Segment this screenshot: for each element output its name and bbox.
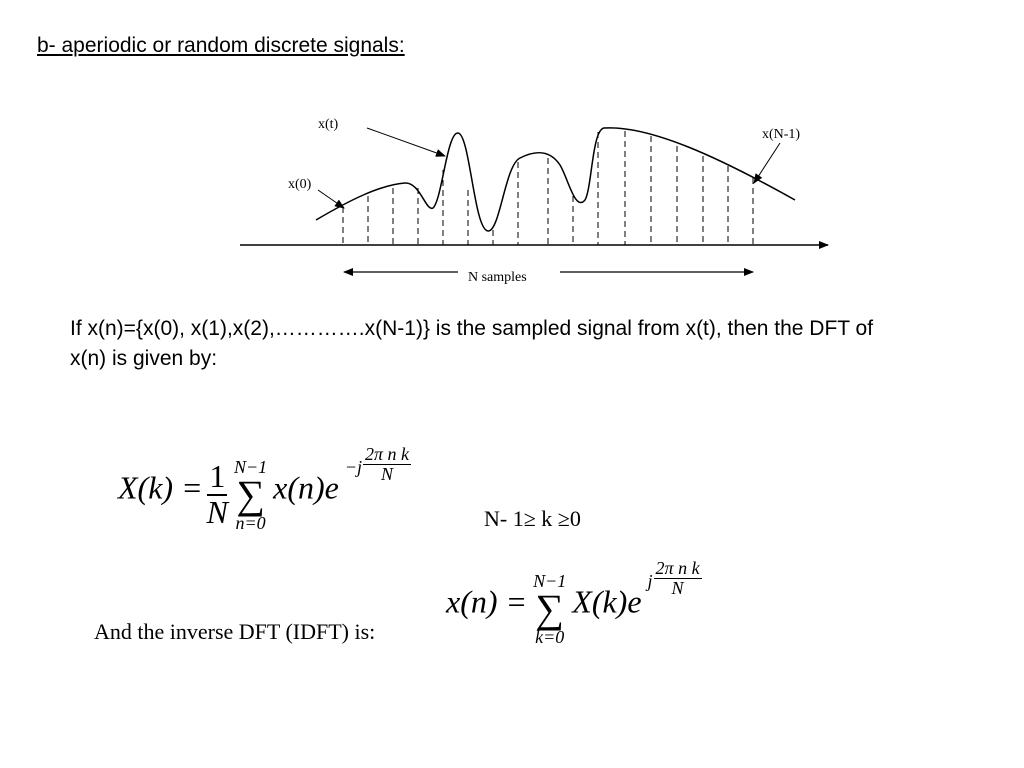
idft-exponent-sign: j <box>647 570 653 591</box>
idft-term: X(k)e <box>572 583 642 620</box>
description-paragraph <box>70 314 970 374</box>
idft-exponent-denominator: N <box>671 578 684 599</box>
k-range-condition: N- 1≥ k ≥0 <box>484 506 581 531</box>
dft-summation <box>234 458 267 532</box>
description-line-2: x(n) is given by: <box>70 347 218 370</box>
idft-lhs: x(n) = <box>446 583 528 620</box>
idft-sum-upper: N−1 <box>533 571 567 591</box>
label-xt: x(t) <box>318 117 339 132</box>
dft-sum-lower: n=0 <box>235 513 266 533</box>
x0-arrow <box>318 190 344 208</box>
idft-exponent-numerator: 2π n k <box>655 557 700 578</box>
sampled-signal-figure <box>230 108 840 293</box>
dft-sum-upper: N−1 <box>234 457 268 477</box>
idft-summation <box>533 572 566 646</box>
signal-curve <box>316 128 795 231</box>
idft-sum-lower: k=0 <box>535 627 565 647</box>
dft-fraction <box>207 460 228 529</box>
label-x0: x(0) <box>288 177 312 192</box>
dft-fraction-denominator: N <box>206 494 228 530</box>
label-xn1: x(N-1) <box>762 127 801 142</box>
dft-fraction-numerator: 1 <box>209 458 226 495</box>
idft-label: And the inverse DFT (IDFT) is: <box>94 619 376 644</box>
sigma-icon: ∑ <box>535 586 564 631</box>
label-nsamples: N samples <box>468 270 527 285</box>
description-line-1: If x(n)={x(0), x(1),x(2),………….x(N-1)} is the sampled signal from x(t), then the DFT of <box>70 317 874 340</box>
xt-arrow <box>367 128 445 156</box>
dft-lhs: X(k) = <box>118 469 203 506</box>
sigma-icon: ∑ <box>236 472 265 517</box>
idft-exponent <box>648 559 702 600</box>
dft-formula <box>118 443 411 533</box>
dft-term: x(n)e <box>273 469 339 506</box>
dft-exponent <box>345 445 411 486</box>
idft-formula <box>446 557 702 647</box>
xn1-arrow <box>754 143 780 183</box>
dft-exponent-numerator: 2π n k <box>365 443 410 464</box>
dft-exponent-sign: −j <box>344 456 363 477</box>
dft-exponent-denominator: N <box>381 464 394 485</box>
section-heading: b- aperiodic or random discrete signals: <box>37 34 405 57</box>
